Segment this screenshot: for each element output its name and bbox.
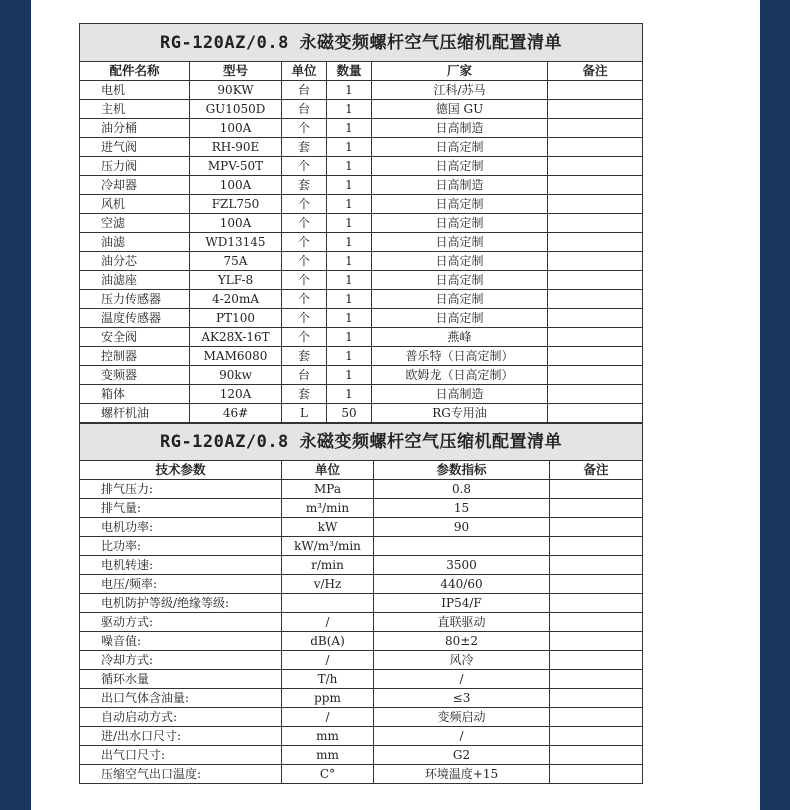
- table-cell: m³/min: [282, 499, 374, 518]
- table-cell: [548, 347, 643, 366]
- table-cell: 台: [282, 366, 327, 385]
- table-cell: 台: [282, 81, 327, 100]
- table-cell: C°: [282, 765, 374, 784]
- table-cell: 控制器: [80, 347, 190, 366]
- table-cell: 电机功率:: [80, 518, 282, 537]
- table-row: [80, 575, 643, 594]
- table-cell: [548, 385, 643, 404]
- column-header: 配件名称: [80, 62, 190, 81]
- column-header: 单位: [282, 62, 327, 81]
- table-cell: RG专用油: [372, 404, 548, 423]
- table-cell: FZL750: [190, 195, 282, 214]
- table-title: RG-120AZ/0.8 永磁变频螺杆空气压缩机配置清单: [80, 24, 643, 62]
- table-cell: 循环水量: [80, 670, 282, 689]
- table-row: [80, 499, 643, 518]
- table-cell: v/Hz: [282, 575, 374, 594]
- table-cell: 冷却器: [80, 176, 190, 195]
- table-cell: 电机: [80, 81, 190, 100]
- table-cell: 日高定制: [372, 233, 548, 252]
- table-cell: 德国 GU: [372, 100, 548, 119]
- table-cell: MPa: [282, 480, 374, 499]
- table-cell: 日高定制: [372, 195, 548, 214]
- table-cell: 套: [282, 176, 327, 195]
- table-cell: kW/m³/min: [282, 537, 374, 556]
- table-cell: 普乐特（日高定制）: [372, 347, 548, 366]
- table-cell: 噪音值:: [80, 632, 282, 651]
- table-cell: [550, 575, 643, 594]
- table-cell: GU1050D: [190, 100, 282, 119]
- table-cell: /: [282, 708, 374, 727]
- table-cell: 1: [327, 81, 372, 100]
- table-cell: 压力阀: [80, 157, 190, 176]
- table-cell: [550, 518, 643, 537]
- table-cell: 套: [282, 347, 327, 366]
- table-cell: MPV-50T: [190, 157, 282, 176]
- table-cell: 螺杆机油: [80, 404, 190, 423]
- table-cell: 箱体: [80, 385, 190, 404]
- table-cell: /: [374, 727, 550, 746]
- table-cell: 电机转速:: [80, 556, 282, 575]
- table-cell: ppm: [282, 689, 374, 708]
- table-cell: 100A: [190, 214, 282, 233]
- table-cell: [550, 632, 643, 651]
- table-cell: [548, 366, 643, 385]
- table-cell: 排气压力:: [80, 480, 282, 499]
- table-cell: ≤3: [374, 689, 550, 708]
- table-cell: 个: [282, 309, 327, 328]
- table-cell: 1: [327, 271, 372, 290]
- table-cell: 1: [327, 157, 372, 176]
- column-header: 备注: [550, 461, 643, 480]
- table-row: [80, 689, 643, 708]
- table-cell: 套: [282, 138, 327, 157]
- table-cell: IP54/F: [374, 594, 550, 613]
- table-cell: [548, 157, 643, 176]
- table-cell: YLF-8: [190, 271, 282, 290]
- column-header: 厂家: [372, 62, 548, 81]
- table-row: [80, 214, 643, 233]
- table-cell: mm: [282, 746, 374, 765]
- column-header: 技术参数: [80, 461, 282, 480]
- table-cell: 进气阀: [80, 138, 190, 157]
- table-cell: 个: [282, 290, 327, 309]
- table-row: [80, 138, 643, 157]
- table-cell: [548, 233, 643, 252]
- table-row: [80, 613, 643, 632]
- table-cell: 个: [282, 195, 327, 214]
- table-cell: r/min: [282, 556, 374, 575]
- column-header: 型号: [190, 62, 282, 81]
- table-cell: mm: [282, 727, 374, 746]
- table-row: [80, 727, 643, 746]
- table-cell: 日高定制: [372, 252, 548, 271]
- table-row: [80, 537, 643, 556]
- table-cell: 90kw: [190, 366, 282, 385]
- table-cell: 90KW: [190, 81, 282, 100]
- table-cell: T/h: [282, 670, 374, 689]
- table-cell: 0.8: [374, 480, 550, 499]
- table-cell: [550, 689, 643, 708]
- table-row: [80, 119, 643, 138]
- table-cell: 江科/苏马: [372, 81, 548, 100]
- table-cell: 环境温度+15: [374, 765, 550, 784]
- column-header: 备注: [548, 62, 643, 81]
- table-cell: 欧姆龙（日高定制）: [372, 366, 548, 385]
- column-header: 数量: [327, 62, 372, 81]
- table-cell: 46#: [190, 404, 282, 423]
- table-cell: 安全阀: [80, 328, 190, 347]
- table-cell: [548, 195, 643, 214]
- table-row: [80, 366, 643, 385]
- table-cell: 自动启动方式:: [80, 708, 282, 727]
- table-row: [80, 765, 643, 784]
- table-cell: 1: [327, 252, 372, 271]
- table-cell: 100A: [190, 119, 282, 138]
- technical-parameters-table: [79, 423, 643, 784]
- table-row: [80, 480, 643, 499]
- table-cell: 风机: [80, 195, 190, 214]
- table-cell: 1: [327, 233, 372, 252]
- table-cell: [282, 594, 374, 613]
- table-row: [80, 309, 643, 328]
- table-cell: 个: [282, 157, 327, 176]
- table-row: [80, 385, 643, 404]
- table-cell: 电压/频率:: [80, 575, 282, 594]
- table-cell: 主机: [80, 100, 190, 119]
- table-cell: 日高制造: [372, 385, 548, 404]
- table-row: [80, 670, 643, 689]
- table-row: [80, 632, 643, 651]
- table-cell: [550, 594, 643, 613]
- table-cell: 个: [282, 252, 327, 271]
- table-cell: 进/出水口尺寸:: [80, 727, 282, 746]
- table-cell: 变频器: [80, 366, 190, 385]
- table-row: [80, 518, 643, 537]
- table-cell: [548, 309, 643, 328]
- table-cell: [550, 727, 643, 746]
- table-cell: 排气量:: [80, 499, 282, 518]
- table-cell: 日高制造: [372, 176, 548, 195]
- table-cell: [548, 138, 643, 157]
- table-cell: RH-90E: [190, 138, 282, 157]
- table-cell: [548, 271, 643, 290]
- table-cell: 空滤: [80, 214, 190, 233]
- table-cell: kW: [282, 518, 374, 537]
- table-row: [80, 651, 643, 670]
- table-cell: 压缩空气出口温度:: [80, 765, 282, 784]
- table-row: [80, 233, 643, 252]
- table-cell: 出口气体含油量:: [80, 689, 282, 708]
- table-cell: 1: [327, 366, 372, 385]
- table-cell: 75A: [190, 252, 282, 271]
- table-cell: AK28X-16T: [190, 328, 282, 347]
- table-cell: [548, 404, 643, 423]
- table-row: [80, 271, 643, 290]
- configuration-table: [79, 23, 643, 423]
- table-title: RG-120AZ/0.8 永磁变频螺杆空气压缩机配置清单: [80, 424, 643, 461]
- table-cell: 3500: [374, 556, 550, 575]
- table-cell: G2: [374, 746, 550, 765]
- column-header: 单位: [282, 461, 374, 480]
- table-cell: 50: [327, 404, 372, 423]
- table-cell: 1: [327, 195, 372, 214]
- table-cell: 油滤座: [80, 271, 190, 290]
- table-cell: 15: [374, 499, 550, 518]
- table-cell: [550, 708, 643, 727]
- table-cell: 1: [327, 385, 372, 404]
- table-cell: 1: [327, 290, 372, 309]
- table-cell: 压力传感器: [80, 290, 190, 309]
- column-header: 参数指标: [374, 461, 550, 480]
- table-cell: [550, 613, 643, 632]
- table-row: [80, 100, 643, 119]
- table-cell: 燕峰: [372, 328, 548, 347]
- table-cell: 个: [282, 119, 327, 138]
- table-cell: 1: [327, 309, 372, 328]
- table-row: [80, 347, 643, 366]
- table-cell: 日高定制: [372, 290, 548, 309]
- table-cell: 冷却方式:: [80, 651, 282, 670]
- table-cell: 1: [327, 100, 372, 119]
- table-cell: 油分芯: [80, 252, 190, 271]
- table-row: [80, 556, 643, 575]
- table-cell: 日高制造: [372, 119, 548, 138]
- table-cell: [550, 480, 643, 499]
- table-cell: 出气口尺寸:: [80, 746, 282, 765]
- table-row: [80, 252, 643, 271]
- table-cell: /: [282, 651, 374, 670]
- table-cell: 驱动方式:: [80, 613, 282, 632]
- table-cell: 日高定制: [372, 214, 548, 233]
- table-cell: 1: [327, 176, 372, 195]
- table-cell: 个: [282, 328, 327, 347]
- table-cell: [548, 252, 643, 271]
- table-cell: 90: [374, 518, 550, 537]
- table-row: [80, 157, 643, 176]
- table-cell: 直联驱动: [374, 613, 550, 632]
- table-cell: [548, 328, 643, 347]
- table-cell: MAM6080: [190, 347, 282, 366]
- table-cell: 温度传感器: [80, 309, 190, 328]
- table-cell: 电机防护等级/绝缘等级:: [80, 594, 282, 613]
- table-cell: 日高定制: [372, 157, 548, 176]
- table-cell: [548, 290, 643, 309]
- table-cell: 440/60: [374, 575, 550, 594]
- table-cell: [548, 119, 643, 138]
- table-cell: 1: [327, 347, 372, 366]
- table-cell: 个: [282, 233, 327, 252]
- table-cell: 比功率:: [80, 537, 282, 556]
- table-cell: [548, 214, 643, 233]
- table-cell: [550, 670, 643, 689]
- table-cell: 80±2: [374, 632, 550, 651]
- table-cell: [548, 81, 643, 100]
- table-cell: 日高定制: [372, 271, 548, 290]
- table-cell: 台: [282, 100, 327, 119]
- table-row: [80, 195, 643, 214]
- table-cell: 1: [327, 119, 372, 138]
- table-row: [80, 290, 643, 309]
- table-cell: WD13145: [190, 233, 282, 252]
- table-cell: [548, 100, 643, 119]
- table-cell: [550, 746, 643, 765]
- table-cell: 1: [327, 214, 372, 233]
- table-cell: 个: [282, 214, 327, 233]
- table-cell: [374, 537, 550, 556]
- table-cell: 日高定制: [372, 138, 548, 157]
- table-cell: 套: [282, 385, 327, 404]
- table-cell: 变频启动: [374, 708, 550, 727]
- table-cell: /: [374, 670, 550, 689]
- table-row: [80, 81, 643, 100]
- table-cell: dB(A): [282, 632, 374, 651]
- table-cell: 1: [327, 328, 372, 347]
- table-cell: 油滤: [80, 233, 190, 252]
- table-cell: 120A: [190, 385, 282, 404]
- table-cell: 日高定制: [372, 309, 548, 328]
- table-cell: PT100: [190, 309, 282, 328]
- table-cell: [550, 651, 643, 670]
- table-cell: [550, 499, 643, 518]
- table-cell: 1: [327, 138, 372, 157]
- table-cell: [550, 765, 643, 784]
- table-cell: 个: [282, 271, 327, 290]
- table-row: [80, 594, 643, 613]
- table-cell: 风冷: [374, 651, 550, 670]
- table-row: [80, 176, 643, 195]
- table-row: [80, 708, 643, 727]
- table-cell: L: [282, 404, 327, 423]
- table-cell: 油分桶: [80, 119, 190, 138]
- table-cell: /: [282, 613, 374, 632]
- table-row: [80, 746, 643, 765]
- table-cell: 4-20mA: [190, 290, 282, 309]
- table-cell: [550, 537, 643, 556]
- table-cell: 100A: [190, 176, 282, 195]
- table-cell: [550, 556, 643, 575]
- table-row: [80, 328, 643, 347]
- table-cell: [548, 176, 643, 195]
- table-row: [80, 404, 643, 423]
